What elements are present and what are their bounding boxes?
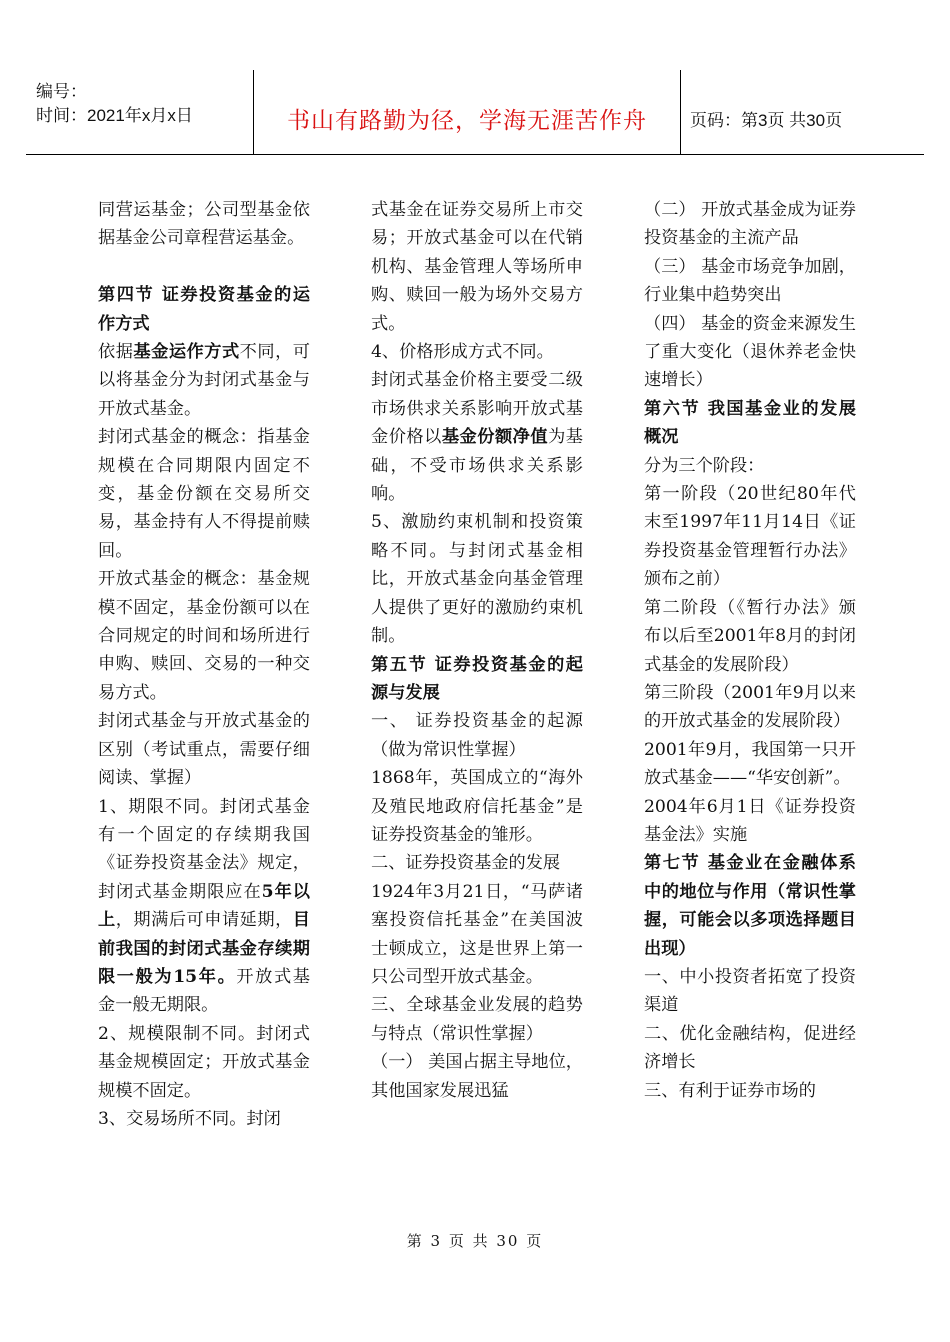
text-run: 为基础，不受市场供求关系影响。 [371,427,583,505]
text-run: ，期满后可申请延期， [115,910,293,931]
text-run: 封闭式基金价格主要受二级市场供求关系影响开放式基金价格以 [371,370,583,448]
paragraph: 第二阶段（《暂行办法》颁布以后至2001年8月的封闭式基金的发展阶段） [644,597,856,675]
paragraph: （三） 基金市场竞争加剧，行业集中趋势突出 [644,256,856,306]
paragraph: 1924年3月21日，“马萨诸塞投资信托基金”在美国波士顿成立，这是世界上第一只公司型开放式基金。 [371,881,583,987]
paragraph: 二、优化金融结构，促进经济增长 [644,1023,856,1073]
document-number-label: 编号： [36,82,87,101]
paragraph: 封闭式基金与开放式基金的区别（考试重点，需要仔细阅读、掌握） [98,711,310,789]
spacer [98,253,310,281]
text-run: 不同，可以将基金分为封闭式基金与开放式基金。 [98,342,310,419]
text-run: 1、期限不同。封闭式基金有一个固定的存续期我国《证券投资基金法》规定，封闭式基金期限应在 [98,796,310,902]
paragraph [98,338,310,423]
paragraph: 三、有利于证券市场的 [644,1080,816,1101]
paragraph: 第一阶段（20世纪80年代末至1997年11月14日《证券投资基金管理暂行办法》颁布之前） [644,484,856,590]
text-column-3 [644,196,856,1105]
paragraph: 1868年，英国成立的“海外及殖民地政府信托基金”是证券投资基金的雏形。 [371,768,583,845]
header-meta [36,80,193,128]
page-footer: 第 3 页 共 30 页 [406,1232,544,1250]
paragraph [371,366,583,508]
paragraph: 第三阶段（2001年9月以来的开放式基金的发展阶段） [644,682,856,732]
paragraph: 2001年9月，我国第一只开放式基金——“华安创新”。 [644,739,856,789]
document-time-label: 时间：2021年x月x日 [36,106,193,125]
section-heading-6: 第六节 我国基金业的发展概况 [644,398,856,448]
paragraph: 同营运基金；公司型基金依据基金公司章程营运基金。 [98,200,310,249]
text-column-1 [98,196,310,1133]
section-heading-7: 第七节 基金业在金融体系中的地位与作用（常识性掌握，可能会以多项选择题目出现） [644,853,856,959]
bold-term: 目前我国的封闭式基金存续期限一般为15年。 [98,910,310,987]
paragraph: 开放式基金的概念：基金规模不固定，基金份额可以在合同规定的时间和场所进行申购、赎回、交易的一种交易方式。 [98,569,310,703]
text-column-2 [371,196,583,1105]
page-header [26,70,924,155]
paragraph: 3、交易场所不同。封闭 [98,1108,281,1129]
paragraph: （二） 开放式基金成为证券投资基金的主流产品 [644,200,856,249]
text-run: 依据 [98,342,134,363]
paragraph: 5、激励约束机制和投资策略不同。与封闭式基金相比，开放式基金向基金管理人提供了更好的激励约束机制。 [371,512,583,647]
paragraph: 二、证券投资基金的发展 [371,853,561,874]
paragraph: 一、中小投资者拓宽了投资渠道 [644,966,856,1016]
paragraph [98,793,310,1020]
paragraph: 三、全球基金业发展的趋势与特点（常识性掌握） [371,995,583,1044]
paragraph: （四） 基金的资金来源发生了重大变化（退休养老金快速增长） [644,313,856,391]
header-divider-right [680,70,681,154]
header-motto: 书山有路勤为径，学海无涯苦作舟 [287,108,647,134]
paragraph: （一） 美国占据主导地位，其他国家发展迅猛 [371,1052,583,1101]
section-heading-4: 第四节 证券投资基金的运作方式 [98,285,310,334]
header-page-label: 页码：第3页 共30页 [690,111,843,130]
bold-term: 基金份额净值 [441,427,549,448]
paragraph: 封闭式基金的概念：指基金规模在合同期限内固定不变，基金份额在交易所交易，基金持有人不得提前赎回。 [98,427,310,561]
bold-term: 基金运作方式 [133,342,240,363]
paragraph: 2、规模限制不同。封闭式基金规模固定；开放式基金规模不固定。 [98,1023,310,1101]
section-heading-5: 第五节 证券投资基金的起源与发展 [371,654,583,703]
paragraph: 4、价格形成方式不同。 [371,342,554,363]
text-run: 开放式基金一般无期限。 [98,966,310,1016]
paragraph: 分为三个阶段： [644,455,765,476]
bold-term: 5年以上 [98,881,310,931]
paragraph: 一、 证券投资基金的起源（做为常识性掌握） [371,711,583,760]
paragraph: 2004年6月1日《证券投资基金法》实施 [644,796,856,845]
paragraph: 式基金在证券交易所上市交易；开放式基金可以在代销机构、基金管理人等场所申购、赎回一般为场外交易方式。 [371,200,583,334]
